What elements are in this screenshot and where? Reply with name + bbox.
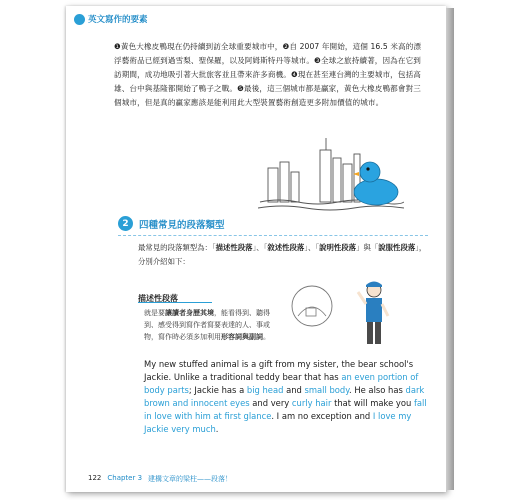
sample-english-paragraph: My new stuffed animal is a gift from my sister, the bear school's Jackie. Unlike a traditional teddy bear that has an even portion of body parts; Jackie has a big head and small body. He also has dark brown and innocent eyes and very curly hair that will make you fall in love with him at first glance. I am no exception and I love my Jackie very much. bbox=[144, 359, 427, 434]
descriptive-label-box bbox=[138, 286, 212, 303]
descriptive-label: 描述性段落 bbox=[138, 294, 178, 303]
descriptive-underline bbox=[138, 302, 212, 303]
rubber-duck-city-illustration bbox=[258, 134, 404, 216]
page-number: 122 bbox=[88, 474, 102, 482]
section-title: 四種常見的段落類型 bbox=[139, 219, 225, 231]
section-intro: 最常見的段落類型為：「描述性段落」、「敘述性段落」、「說明性段落」與「說服性段落」，分別介紹如下： bbox=[138, 243, 427, 266]
example-paragraph: ❶黃色大橡皮鴨現在仍持續到訪全球重要城市中，❷自 2007 年開始，這個 16.5 米高的漂浮藝術品已經到過雪梨、聖保羅，以及阿姆斯特丹等城市。❸全球之旅持續著，因為在它到訪期間，成功地吸引著大批旅客並且帶來許多商機。❹現在甚至連台灣的主要城市，包括高雄、台中與基隆都開始了鴨子之戰。❺最後，這三個城市都是贏家，黃色大橡皮鴨都會對三個城市，但是真的贏家應該是能利用此大型裝置藝術創造更多附加價值的城市。 bbox=[114, 42, 422, 107]
descriptive-definition: 就是要讓讀者身歷其境，能看得到、聽得到、感受得到寫作者寫要表達的人、事或物，寫作時必須多加利用形容詞與副詞。 bbox=[144, 309, 270, 341]
footer-title: 建構文章的梁柱——段落！ bbox=[148, 475, 233, 483]
header-title: 英文寫作的要素 bbox=[88, 15, 148, 25]
book-spine bbox=[446, 8, 454, 490]
section-heading bbox=[118, 216, 225, 231]
book-page bbox=[66, 6, 446, 492]
section-divider bbox=[118, 235, 428, 236]
footer-chapter: Chapter 3 bbox=[107, 474, 143, 482]
chapter-badge-icon bbox=[74, 14, 85, 25]
section-number-badge: 2 bbox=[118, 216, 133, 231]
page-footer bbox=[88, 474, 232, 484]
page-header bbox=[74, 13, 148, 25]
sightseeing-man-illustration bbox=[288, 276, 406, 352]
